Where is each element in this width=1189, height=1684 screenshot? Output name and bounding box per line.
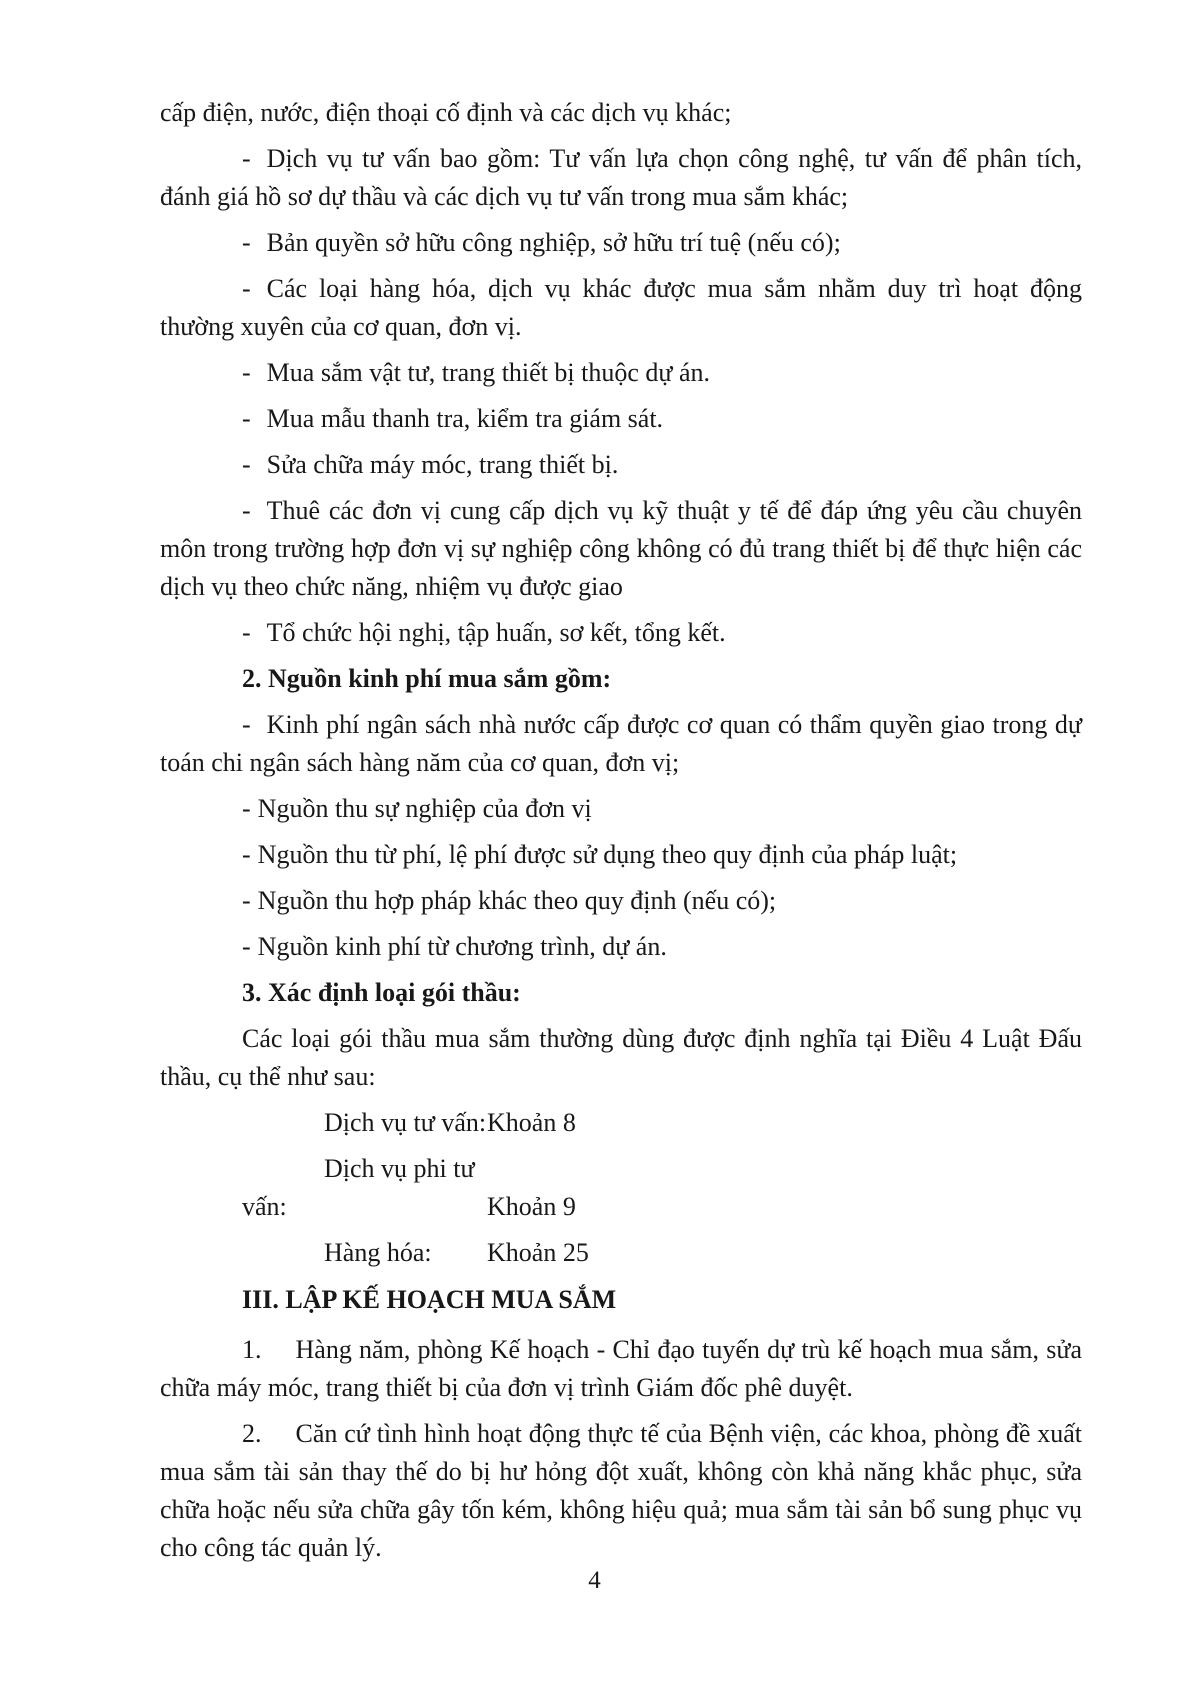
paragraph-text: Căn cứ tình hình hoạt động thực tế của Bệnh viện, các khoa, phòng đề xuất mua sắm tài sản thay thế do bị hư hỏng đột xuất, không còn khả năng khắc phục, sửa chữa hoặc nếu sửa chữa gây tốn kém, không hiệu quả; mua sắm tài sản bổ sung phục vụ cho công tác quản lý. — [160, 1419, 1082, 1562]
paragraph-text: III. LẬP KẾ HOẠCH MUA SẮM — [242, 1285, 617, 1314]
paragraph-text: Tổ chức hội nghị, tập huấn, sơ kết, tổng kết. — [266, 618, 726, 647]
section-heading — [160, 660, 1082, 698]
paragraph-text: 3. Xác định loại gói thầu: — [242, 978, 521, 1007]
row-label: Dịch vụ tư vấn: — [324, 1108, 487, 1137]
section-heading — [160, 974, 1082, 1012]
document-body — [160, 94, 1082, 1575]
list-item — [160, 836, 1082, 874]
list-marker: - — [242, 932, 251, 961]
list-marker: - — [242, 840, 251, 869]
list-marker: - — [242, 618, 251, 647]
paragraph-text: Dịch vụ tư vấn bao gồm: Tư vấn lựa chọn công nghệ, tư vấn để phân tích, đánh giá hồ sơ dự thầu và các dịch vụ tư vấn trong mua sắm khác; — [160, 144, 1082, 211]
row-value: Khoản 25 — [487, 1238, 589, 1267]
list-marker: - — [242, 794, 251, 823]
list-item — [160, 224, 1082, 262]
list-marker: 2. — [242, 1419, 262, 1448]
list-item — [160, 354, 1082, 392]
row-label: Dịch vụ phi tư vấn: — [242, 1154, 475, 1221]
list-marker: - — [242, 886, 251, 915]
list-item — [160, 400, 1082, 438]
list-marker: - — [242, 404, 251, 433]
list-marker: - — [242, 144, 251, 173]
paragraph-text: Nguồn kinh phí từ chương trình, dự án. — [257, 932, 667, 961]
body-paragraph — [160, 1020, 1082, 1096]
list-marker: - — [242, 496, 251, 525]
list-item — [160, 706, 1082, 782]
paragraph-text: Nguồn thu sự nghiệp của đơn vị — [257, 794, 592, 823]
paragraph-text: Nguồn thu từ phí, lệ phí được sử dụng theo quy định của pháp luật; — [257, 840, 958, 869]
numbered-paragraph — [160, 1415, 1082, 1567]
paragraph-text: Bản quyền sở hữu công nghiệp, sở hữu trí tuệ (nếu có); — [266, 228, 841, 257]
list-marker: - — [242, 710, 251, 739]
list-item — [160, 882, 1082, 920]
paragraph-text: Nguồn thu hợp pháp khác theo quy định (nếu có); — [257, 886, 777, 915]
list-marker: - — [242, 274, 251, 303]
list-item — [160, 446, 1082, 484]
paragraph-text: Các loại hàng hóa, dịch vụ khác được mua sắm nhằm duy trì hoạt động thường xuyên của cơ quan, đơn vị. — [160, 274, 1082, 341]
list-item — [160, 492, 1082, 606]
list-item — [160, 270, 1082, 346]
key-value-row — [160, 1234, 1082, 1272]
paragraph-text: Sửa chữa máy móc, trang thiết bị. — [266, 450, 619, 479]
list-marker: - — [242, 358, 251, 387]
list-item — [160, 790, 1082, 828]
key-value-row — [160, 1150, 1082, 1226]
paragraph-text: Hàng năm, phòng Kế hoạch - Chỉ đạo tuyến dự trù kế hoạch mua sắm, sửa chữa máy móc, trang thiết bị của đơn vị trình Giám đốc phê duyệt. — [160, 1335, 1082, 1402]
row-label: Hàng hóa: — [324, 1238, 432, 1267]
paragraph-text: Các loại gói thầu mua sắm thường dùng được định nghĩa tại Điều 4 Luật Đấu thầu, cụ thể như sau: — [160, 1024, 1082, 1091]
paragraph-text: Kinh phí ngân sách nhà nước cấp được cơ quan có thẩm quyền giao trong dự toán chi ngân sách hàng năm của cơ quan, đơn vị; — [160, 710, 1082, 777]
section-heading-major — [160, 1281, 1082, 1319]
list-item — [160, 140, 1082, 216]
list-item — [160, 928, 1082, 966]
numbered-paragraph — [160, 1331, 1082, 1407]
paragraph-text: cấp điện, nước, điện thoại cố định và các dịch vụ khác; — [160, 98, 732, 127]
paragraph-text: Mua sắm vật tư, trang thiết bị thuộc dự án. — [266, 358, 711, 387]
key-value-row — [160, 1104, 1082, 1142]
paragraph-text: 2. Nguồn kinh phí mua sắm gồm: — [242, 664, 612, 693]
body-paragraph — [160, 94, 1082, 132]
list-marker: - — [242, 450, 251, 479]
row-value: Khoản 8 — [487, 1108, 576, 1137]
row-value: Khoản 9 — [487, 1192, 576, 1221]
page-footer — [0, 1566, 1189, 1596]
paragraph-text: Thuê các đơn vị cung cấp dịch vụ kỹ thuật y tế để đáp ứng yêu cầu chuyên môn trong trường hợp đơn vị sự nghiệp công không có đủ trang thiết bị để thực hiện các dịch vụ theo chức năng, nhiệm vụ được giao — [160, 496, 1082, 601]
page-number: 4 — [588, 1567, 601, 1594]
list-marker: - — [242, 228, 251, 257]
paragraph-text: Mua mẫu thanh tra, kiểm tra giám sát. — [266, 404, 664, 433]
list-item — [160, 614, 1082, 652]
list-marker: 1. — [242, 1335, 262, 1364]
